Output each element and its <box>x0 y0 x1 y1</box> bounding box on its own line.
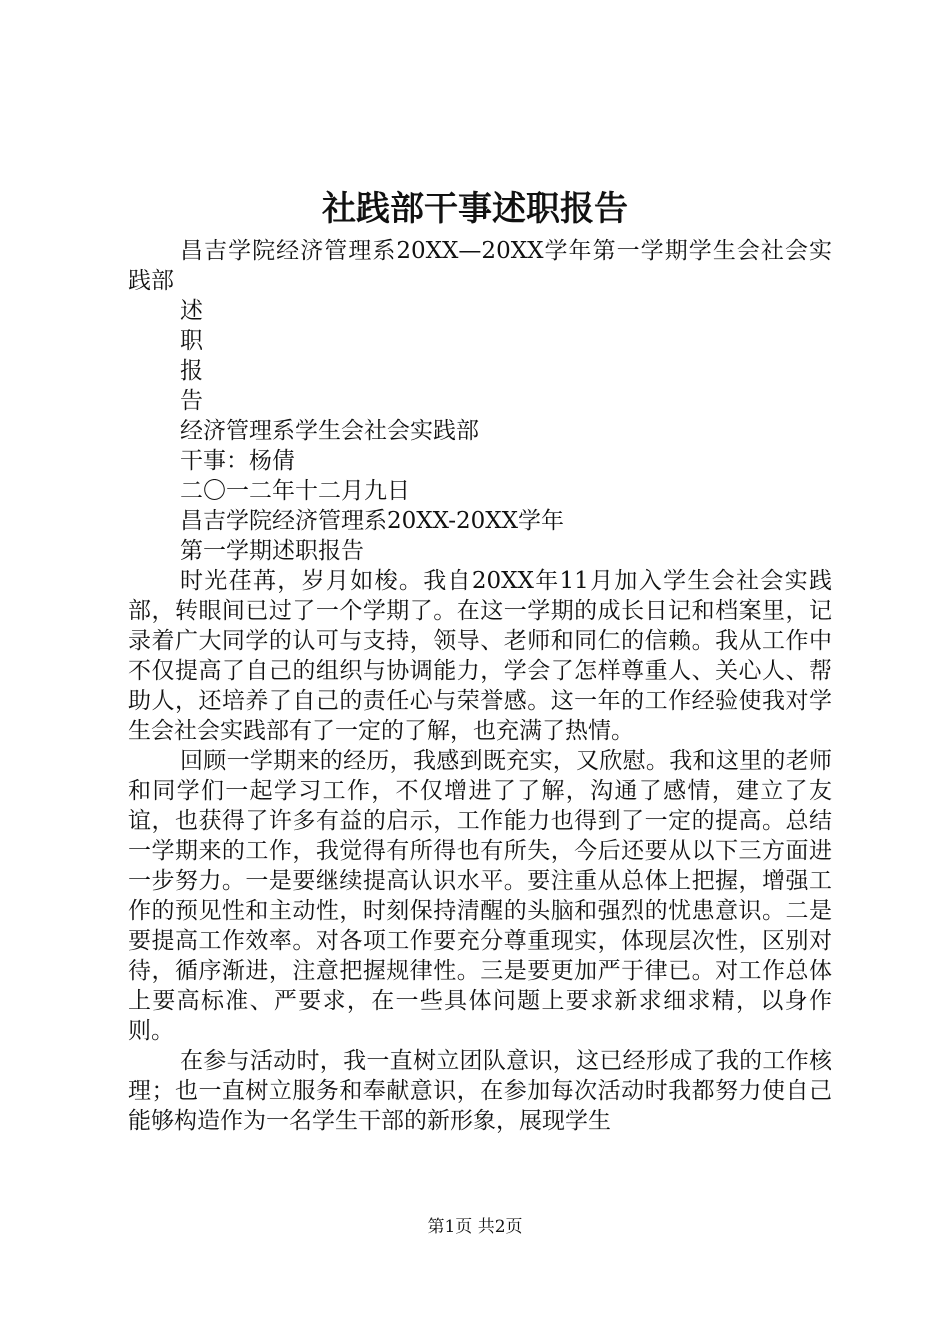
department-line: 经济管理系学生会社会实践部 <box>180 418 479 444</box>
vertical-char-3: 报 <box>180 358 203 384</box>
subtitle-line-2: 第一学期述职报告 <box>180 538 364 564</box>
paragraph-3: 在参与活动时，我一直树立团队意识，这已经形成了我的工作核理；也一直树立服务和奉献意识，在参加每次活动时我都努力使自己能够构造作为一名学生干部的新形象，展现学生 <box>128 1048 832 1134</box>
document-body <box>128 236 832 1136</box>
author-line: 干事：杨倩 <box>180 448 295 474</box>
vertical-char-4: 告 <box>180 388 203 414</box>
heading-line: 昌吉学院经济管理系20XX—20XX学年第一学期学生会社会实践部 <box>128 238 832 294</box>
paragraph-2: 回顾一学期来的经历，我感到既充实，又欣慰。我和这里的老师和同学们一起学习工作，不仅增进了了解，沟通了感情，建立了友谊，也获得了许多有益的启示，工作能力也得到了一定的提高。总结一学期来的工作，我觉得有所得也有所失，今后还要从以下三方面进一步努力。一是要继续提高认识水平。要注重从总体上把握，增强工作的预见性和主动性，时刻保持清醒的头脑和强烈的忧患意识。二是要提高工作效率。对各项工作要充分尊重现实，体现层次性，区别对待，循序渐进，注意把握规律性。三是要更加严于律已。对工作总体上要高标准、严要求，在一些具体问题上要求新求细求精，以身作则。 <box>128 748 832 1044</box>
page-footer: 第1页 共2页 <box>427 1217 523 1237</box>
date-line: 二〇一二年十二月九日 <box>180 478 410 504</box>
subtitle-line-1: 昌吉学院经济管理系20XX-20XX学年 <box>180 508 564 534</box>
document-title: 社践部干事述职报告 <box>322 189 628 229</box>
vertical-char-1: 述 <box>180 298 203 324</box>
vertical-char-2: 职 <box>180 328 203 354</box>
paragraph-1: 时光荏苒，岁月如梭。我自20XX年11月加入学生会社会实践部，转眼间已过了一个学期了。在这一学期的成长日记和档案里，记录着广大同学的认可与支持，领导、老师和同仁的信赖。我从工作中不仅提高了自己的组织与协调能力，学会了怎样尊重人、关心人、帮助人，还培养了自己的责任心与荣誉感。这一年的工作经验使我对学生会社会实践部有了一定的了解，也充满了热情。 <box>128 568 832 744</box>
